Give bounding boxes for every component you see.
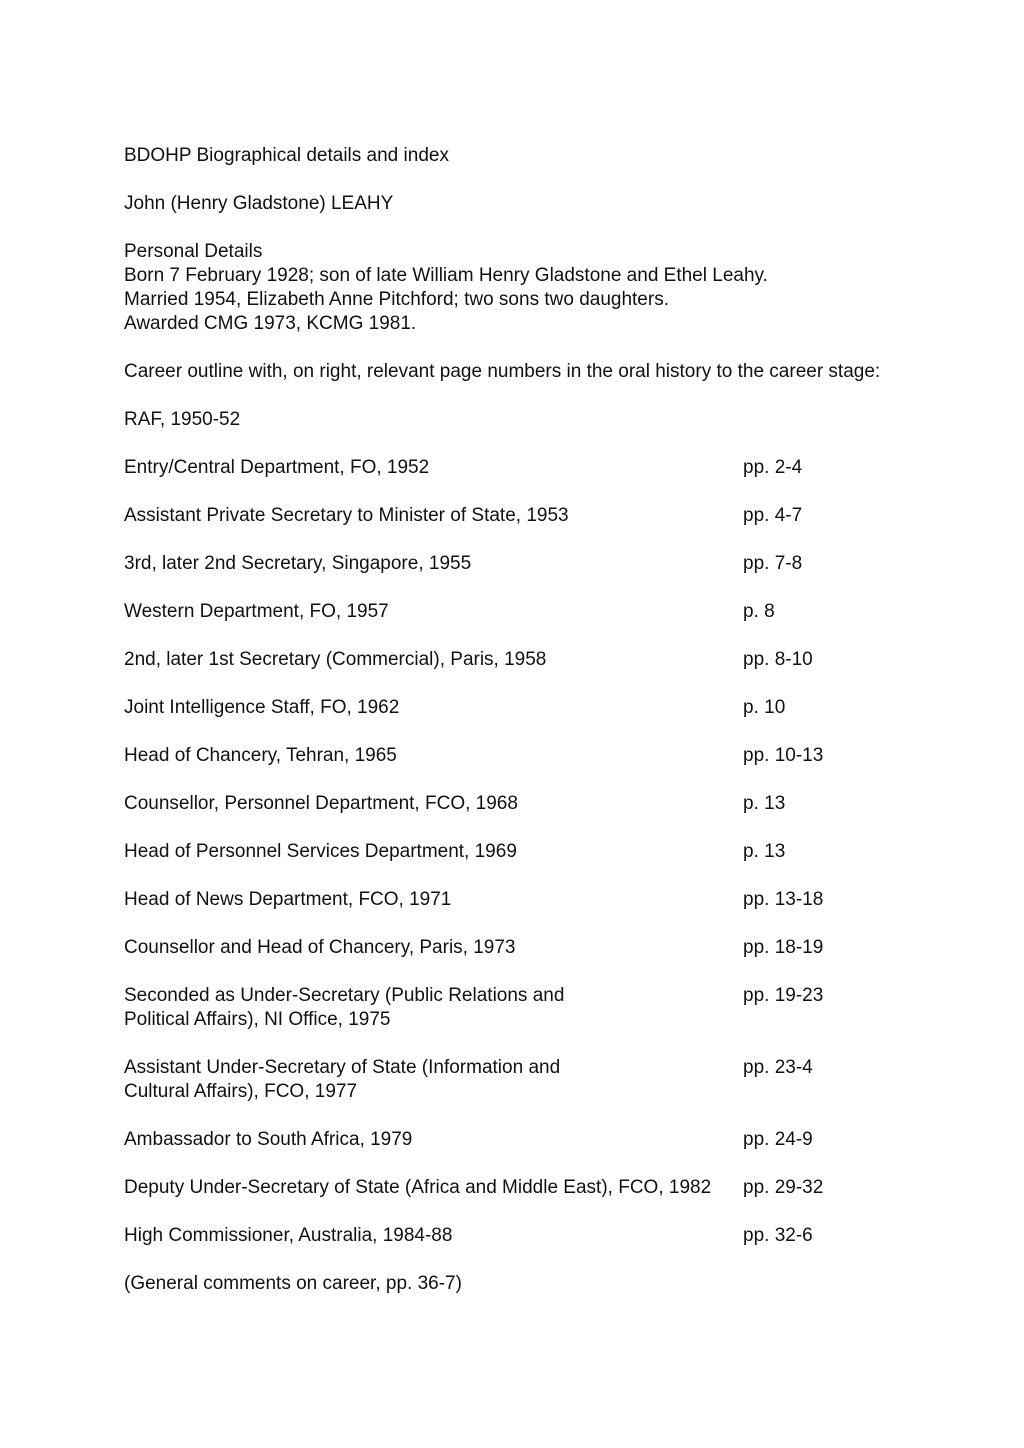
- career-row: [124, 1128, 904, 1152]
- career-row: [124, 840, 904, 864]
- career-row: [124, 1056, 904, 1104]
- document-page: [124, 144, 904, 1296]
- career-pages: pp. 2-4: [743, 457, 803, 478]
- career-pages: pp. 13-18: [743, 889, 824, 910]
- career-post: Assistant Under-Secretary of State (Information and Cultural Affairs), FCO, 1977: [124, 1057, 561, 1102]
- career-post: Head of Personnel Services Department, 1969: [124, 841, 517, 862]
- career-pages: pp. 32-6: [743, 1225, 813, 1246]
- career-row: [124, 936, 904, 960]
- career-pages: pp. 7-8: [743, 553, 803, 574]
- career-pages: pp. 24-9: [743, 1129, 813, 1150]
- career-post: 3rd, later 2nd Secretary, Singapore, 1955: [124, 553, 472, 574]
- career-row: [124, 744, 904, 768]
- career-post: High Commissioner, Australia, 1984-88: [124, 1225, 453, 1246]
- career-pages: pp. 19-23: [743, 985, 824, 1006]
- career-pages: pp. 8-10: [743, 649, 813, 670]
- general-comments: (General comments on career, pp. 36-7): [124, 1273, 462, 1294]
- career-row: [124, 600, 904, 624]
- career-row: [124, 504, 904, 528]
- personal-details-line: Born 7 February 1928; son of late William Henry Gladstone and Ethel Leahy.: [124, 265, 768, 286]
- career-pages: p. 8: [743, 601, 775, 622]
- career-intro: Career outline with, on right, relevant page numbers in the oral history to the career stage:: [124, 361, 881, 382]
- career-row: [124, 792, 904, 816]
- career-post: Western Department, FO, 1957: [124, 601, 389, 622]
- career-pages: pp. 18-19: [743, 937, 824, 958]
- career-pages: pp. 23-4: [743, 1057, 813, 1078]
- career-post: Counsellor, Personnel Department, FCO, 1968: [124, 793, 518, 814]
- career-raf: RAF, 1950-52: [124, 409, 241, 430]
- career-row: [124, 456, 904, 480]
- personal-details-line: Married 1954, Elizabeth Anne Pitchford; two sons two daughters.: [124, 289, 669, 310]
- career-post: Deputy Under-Secretary of State (Africa and Middle East), FCO, 1982: [124, 1177, 712, 1198]
- career-row: [124, 1224, 904, 1248]
- career-post: Joint Intelligence Staff, FO, 1962: [124, 697, 400, 718]
- personal-details-section: [124, 240, 904, 336]
- career-outline-table: [124, 456, 904, 1248]
- career-row: [124, 552, 904, 576]
- career-row: [124, 888, 904, 912]
- career-post: Assistant Private Secretary to Minister of State, 1953: [124, 505, 569, 526]
- career-post: Ambassador to South Africa, 1979: [124, 1129, 413, 1150]
- career-pages: pp. 29-32: [743, 1177, 824, 1198]
- personal-details-heading: Personal Details: [124, 241, 263, 262]
- career-post: Head of Chancery, Tehran, 1965: [124, 745, 397, 766]
- career-post: 2nd, later 1st Secretary (Commercial), Paris, 1958: [124, 649, 547, 670]
- career-pages: pp. 10-13: [743, 745, 824, 766]
- career-row: [124, 984, 904, 1032]
- career-post: Counsellor and Head of Chancery, Paris, 1973: [124, 937, 516, 958]
- career-row: [124, 1176, 904, 1200]
- career-row: [124, 696, 904, 720]
- career-post: Seconded as Under-Secretary (Public Relations and Political Affairs), NI Office, 1975: [124, 985, 565, 1030]
- career-pages: p. 10: [743, 697, 786, 718]
- document-title: BDOHP Biographical details and index: [124, 145, 449, 166]
- career-pages: pp. 4-7: [743, 505, 803, 526]
- career-post: Head of News Department, FCO, 1971: [124, 889, 452, 910]
- person-name: John (Henry Gladstone) LEAHY: [124, 193, 394, 214]
- career-row: [124, 648, 904, 672]
- career-pages: p. 13: [743, 793, 786, 814]
- career-pages: p. 13: [743, 841, 786, 862]
- career-post: Entry/Central Department, FO, 1952: [124, 457, 430, 478]
- personal-details-line: Awarded CMG 1973, KCMG 1981.: [124, 313, 417, 334]
